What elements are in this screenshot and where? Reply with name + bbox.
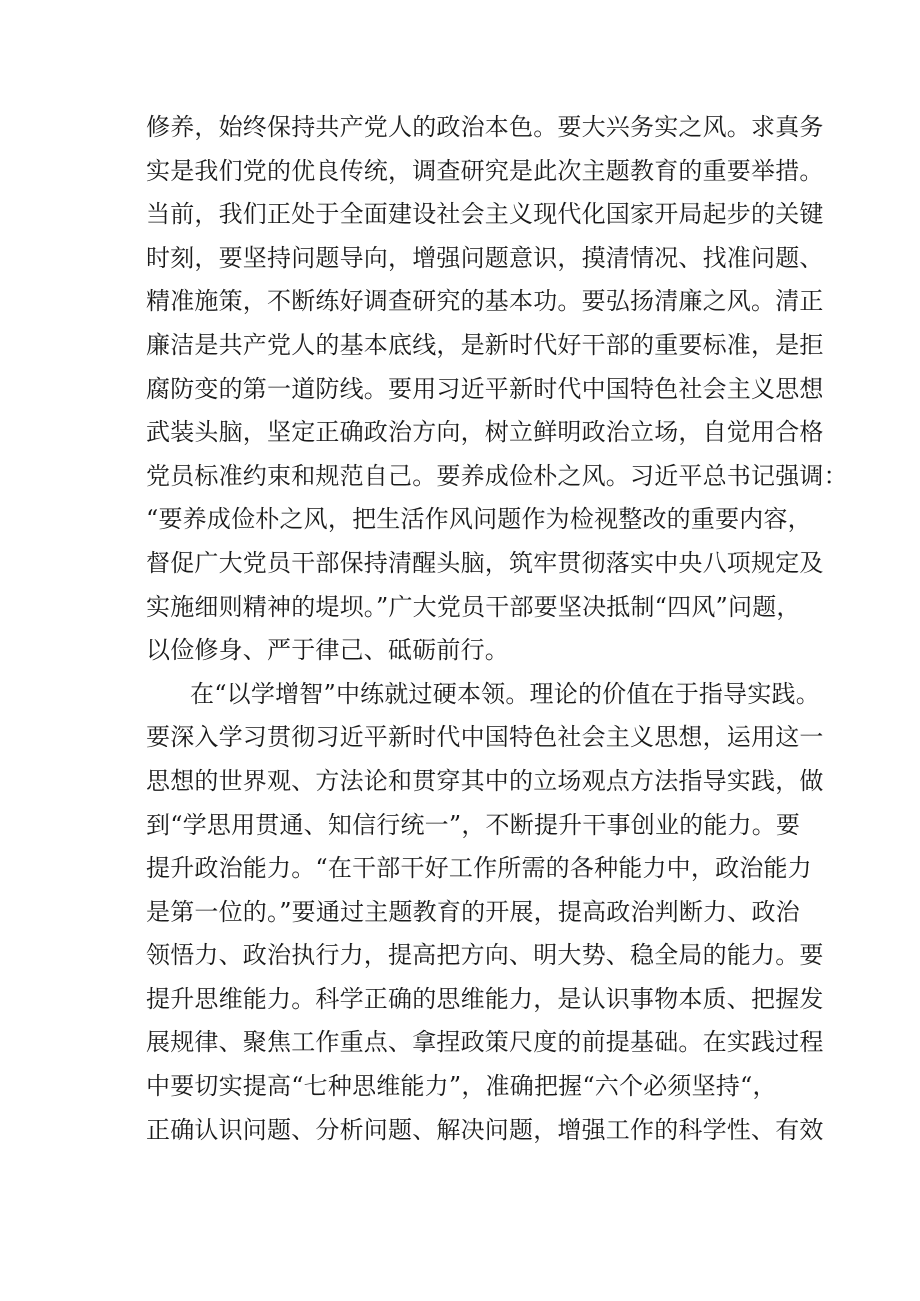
text-line: 以俭修身、严于律己、砥砺前行。	[146, 636, 509, 665]
text-line: 督促广大党员干部保持清醒头脑，筑牢贯彻落实中央八项规定及	[146, 548, 824, 577]
text-line: 武装头脑，坚定正确政治方向，树立鲜明政治立场，自觉用合格	[146, 418, 824, 447]
text-line: 要深入学习贯彻习近平新时代中国特色社会主义思想，运用这一	[146, 723, 824, 752]
text-line: 时刻，要坚持问题导向，增强问题意识，摸清情况、找准问题、	[146, 243, 824, 272]
body-text	[146, 106, 848, 1152]
text-line: 修养，始终保持共产党人的政治本色。要大兴务实之风。求真务	[146, 113, 824, 141]
text-line: 精准施策，不断练好调查研究的基本功。要弘扬清廉之风。清正	[146, 287, 824, 316]
text-line: 展规律、聚焦工作重点、拿捏政策尺度的前提基础。在实践过程	[146, 1028, 824, 1057]
text-line: 思想的世界观、方法论和贯穿其中的立场观点方法指导实践，做	[146, 766, 824, 795]
text-line: 实施细则精神的堤坝。”广大党员干部要坚决抵制“四风”问题，	[146, 592, 801, 621]
text-line: 廉洁是共产党人的基本底线，是新时代好干部的重要标准，是拒	[146, 330, 824, 359]
text-line: 党员标准约束和规范自己。要养成俭朴之风。习近平总书记强调：	[146, 461, 848, 490]
text-line: 到“学思用贯通、知信行统一”，不断提升干事创业的能力。要	[146, 810, 801, 839]
text-line: 是第一位的。”要通过主题教育的开展，提高政治判断力、政治	[146, 897, 800, 926]
text-line: 腐防变的第一道防线。要用习近平新时代中国特色社会主义思想	[146, 374, 824, 403]
text-line: 当前，我们正处于全面建设社会主义现代化国家开局起步的关键	[146, 200, 824, 229]
text-line: 实是我们党的优良传统，调查研究是此次主题教育的重要举措。	[146, 156, 824, 185]
text-line: 正确认识问题、分析问题、解决问题，增强工作的科学性、有效	[146, 1115, 824, 1144]
paragraph-first-line: 在“以学增智”中练就过硬本领。理论的价值在于指导实践。	[190, 679, 820, 708]
text-line: 提升政治能力。“在干部干好工作所需的各种能力中，政治能力	[146, 854, 812, 883]
text-line: “要养成俭朴之风，把生活作风问题作为检视整改的重要内容，	[146, 505, 812, 534]
text-line: 领悟力、政治执行力，提高把方向、明大势、稳全局的能力。要	[146, 941, 824, 970]
text-line: 提升思维能力。科学正确的思维能力，是认识事物本质、把握发	[146, 984, 824, 1013]
text-line: 中要切实提高“七种思维能力”，准确把握“六个必须坚持“，	[146, 1072, 777, 1101]
